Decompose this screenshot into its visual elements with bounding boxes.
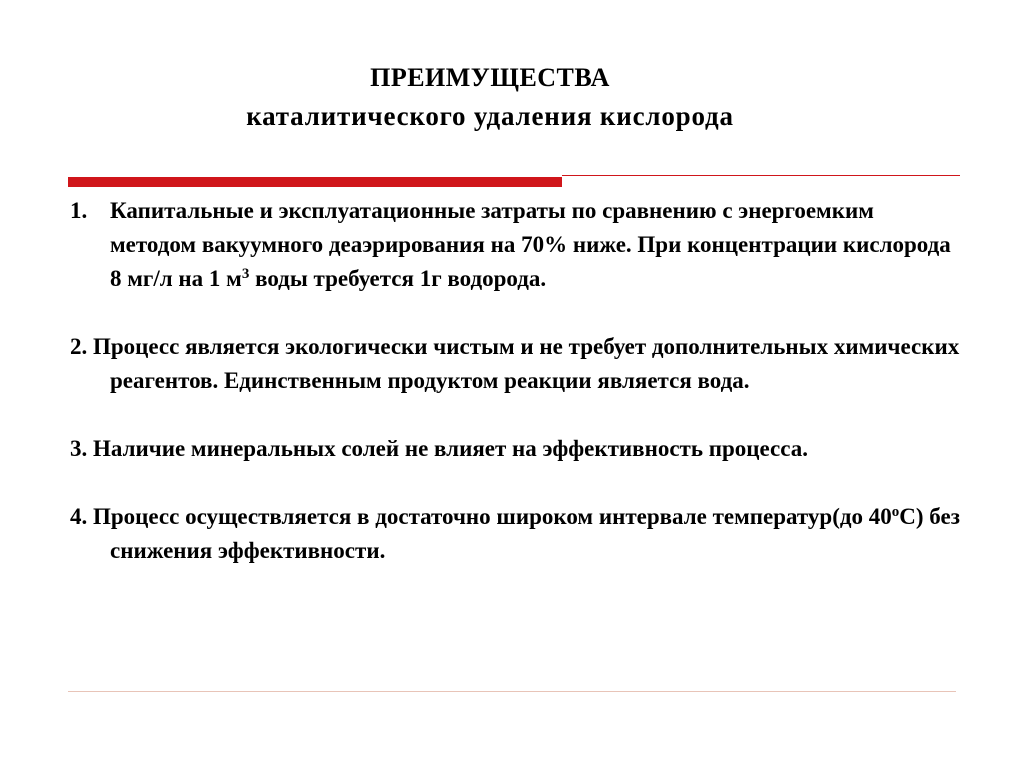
- list-item: [70, 500, 960, 568]
- footer-divider: [68, 691, 956, 692]
- item-number: 3.: [70, 436, 88, 461]
- item-number: 2.: [70, 334, 88, 359]
- advantages-list: [70, 194, 960, 602]
- item-text: Капитальные и эксплуатационные затраты по сравнению с энергоемким методом вакуумного деаэрирования на 70% ниже. При концентрации кислорода 8 мг/л на 1 м: [110, 198, 951, 291]
- item-text: Наличие минеральных солей не влияет на эффективность процесса.: [87, 436, 808, 461]
- item-text: Процесс осуществляется в достаточно широком интервале температур(до 40: [87, 504, 892, 529]
- item-number: 1.: [70, 198, 88, 223]
- item-superscript: о: [891, 504, 900, 520]
- item-text: Процесс является экологически чистым и не требует дополнительных химических реагентов. Единственным продуктом реакции является вода.: [87, 334, 960, 393]
- list-item: [70, 194, 960, 296]
- list-item: [70, 432, 960, 466]
- title-line-1: ПРЕИМУЩЕСТВА: [370, 63, 610, 92]
- item-text-continued: С) без снижения эффективности.: [110, 504, 960, 563]
- item-text-continued: воды требуется 1г водорода.: [249, 266, 547, 291]
- list-item: [70, 330, 960, 398]
- item-number: 4.: [70, 504, 88, 529]
- title-line-2: каталитического удаления кислорода: [246, 101, 734, 131]
- slide-title: [0, 58, 980, 136]
- title-underline-red-bar: [68, 177, 562, 187]
- item-superscript: 3: [241, 266, 250, 282]
- title-underline-thin-line: [562, 175, 960, 176]
